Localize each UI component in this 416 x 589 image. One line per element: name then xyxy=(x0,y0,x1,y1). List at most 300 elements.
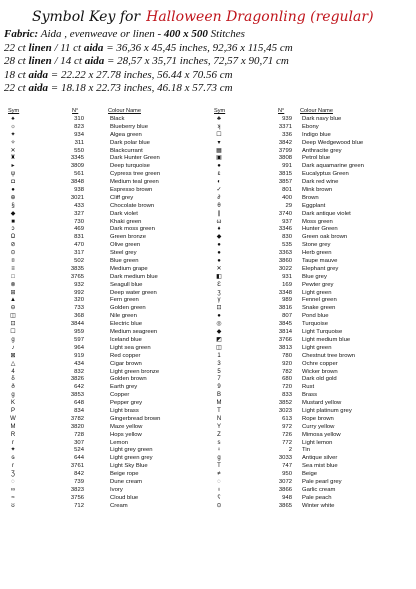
dmc-number: 3835 xyxy=(70,265,84,272)
colour-name: Chestnut tree brown xyxy=(302,352,356,359)
dmc-number: 834 xyxy=(74,407,84,414)
symbol-icon: g xyxy=(11,392,15,399)
colour-name: Deep Wedgewood blue xyxy=(302,139,364,146)
symbol-icon: ● xyxy=(11,187,15,194)
colour-name: Mimosa yellow xyxy=(302,431,341,438)
header-sym: Sym xyxy=(214,108,226,114)
colour-name: Blue grey xyxy=(302,273,327,280)
symbol-icon: ♜ xyxy=(10,155,16,162)
fabric-text: Aida , evenweave or linen - xyxy=(38,28,164,40)
dmc-number: 3845 xyxy=(278,321,292,328)
colour-name: Dark old gold xyxy=(302,376,337,383)
symbol-icon: ⊕ xyxy=(10,194,16,201)
dmc-number: 3348 xyxy=(278,289,292,296)
colour-name: Earth grey xyxy=(110,384,138,391)
dmc-number: 3033 xyxy=(278,455,292,462)
colour-name: Copper xyxy=(110,392,130,399)
dmc-number: 932 xyxy=(74,281,84,288)
dmc-number: 680 xyxy=(282,376,292,383)
symbol-icon: ʕ xyxy=(217,494,221,501)
symbol-icon: ✦ xyxy=(10,447,16,454)
symbol-icon: ♀ xyxy=(216,447,222,454)
symbol-icon: ⊙ xyxy=(216,502,222,509)
dmc-number: 3799 xyxy=(278,147,292,154)
symbol-icon: ∞ xyxy=(10,486,16,493)
colour-name: Algea green xyxy=(110,131,142,138)
symbol-icon: ♦ xyxy=(217,226,221,233)
symbol-icon: □ xyxy=(11,273,15,280)
dmc-number: 3756 xyxy=(70,494,84,501)
colour-name: Hunter Green xyxy=(302,226,338,233)
colour-name: Steel grey xyxy=(110,250,137,257)
dmc-number: 831 xyxy=(74,234,84,241)
dmc-number: 937 xyxy=(282,218,292,225)
symbol-icon: 1 xyxy=(217,352,221,359)
dmc-number: 780 xyxy=(282,352,292,359)
dmc-number: 823 xyxy=(74,123,84,130)
colour-name: Tin xyxy=(302,447,310,454)
symbol-icon: ▾ xyxy=(217,139,221,146)
dmc-number: 3765 xyxy=(70,273,84,280)
symbol-icon: ʞ xyxy=(217,123,221,130)
dmc-number: 317 xyxy=(74,250,84,257)
dmc-number: 613 xyxy=(282,415,292,422)
symbol-icon: P xyxy=(10,407,15,414)
symbol-icon: ● xyxy=(217,258,221,265)
symbol-icon: ☐ xyxy=(10,329,16,336)
dmc-number: 311 xyxy=(74,139,84,146)
dmc-number: 3345 xyxy=(70,155,84,162)
symbol-icon: ◆ xyxy=(216,329,222,336)
colour-name: Indigo blue xyxy=(302,131,331,138)
symbol-icon: ♁ xyxy=(216,486,222,493)
symbol-icon: ð xyxy=(11,384,15,391)
fabric-size: 400 x 500 xyxy=(163,28,208,40)
dmc-number: 919 xyxy=(74,352,84,359)
symbol-icon: 7 xyxy=(217,376,221,383)
colour-name: Light Sky Blue xyxy=(110,463,148,470)
symbol-icon: ■ xyxy=(11,218,15,225)
symbol-icon: 4 xyxy=(11,368,15,375)
colour-name: Mink brown xyxy=(302,187,333,194)
dmc-number: 964 xyxy=(74,344,84,351)
dmc-number: 807 xyxy=(282,313,292,320)
symbol-icon: ♠ xyxy=(11,116,15,122)
colour-name: Light platinum grey xyxy=(302,407,352,414)
dmc-number: 801 xyxy=(282,187,292,194)
colour-name: Golden brown xyxy=(110,376,147,383)
symbol-icon: 9 xyxy=(217,384,221,391)
symbol-icon: ☐ xyxy=(216,131,222,138)
dmc-number: 535 xyxy=(282,242,292,249)
colour-name: Eggplant xyxy=(302,202,326,209)
symbol-icon: M xyxy=(10,423,16,430)
pattern-name: Halloween Dragonling (regular) xyxy=(146,9,374,25)
colour-name: Cigar brown xyxy=(110,360,142,367)
colour-name: Sea mist blue xyxy=(302,463,338,470)
dmc-number: 3852 xyxy=(278,400,292,407)
symbol-icon: ◘ xyxy=(11,179,15,186)
colour-name: Dark moss green xyxy=(110,226,155,233)
dmc-number: 950 xyxy=(282,471,292,478)
symbol-icon: Ω xyxy=(10,234,16,241)
page-title xyxy=(32,6,412,28)
colour-name: Light green bronze xyxy=(110,368,160,375)
symbol-icon: θ xyxy=(217,202,221,209)
symbol-icon: ¤ xyxy=(11,258,15,265)
colour-name: Cliff grey xyxy=(110,194,134,201)
symbol-icon: ● xyxy=(217,250,221,257)
colour-name: Turquoise xyxy=(302,321,328,328)
symbol-icon: N xyxy=(216,415,222,422)
dmc-number: 830 xyxy=(282,234,292,241)
colour-name: Golden green xyxy=(110,305,146,312)
dmc-number: 3844 xyxy=(70,321,84,328)
colour-name: Wicker brown xyxy=(302,368,338,375)
dmc-number: 524 xyxy=(74,447,84,454)
dmc-number: 989 xyxy=(282,297,292,304)
colour-name: Taupe mauve xyxy=(302,258,338,265)
dmc-number: 320 xyxy=(74,297,84,304)
dmc-number: 648 xyxy=(74,400,84,407)
symbol-icon: ◆ xyxy=(10,210,16,217)
dmc-number: 3815 xyxy=(278,171,292,178)
dmc-number: 327 xyxy=(74,210,84,217)
dmc-number: 3853 xyxy=(70,392,84,399)
dmc-number: 3809 xyxy=(70,163,84,170)
dmc-number: 3808 xyxy=(278,155,292,162)
header-sym: Sym xyxy=(8,108,20,114)
colour-name: Chocolate brown xyxy=(110,202,155,209)
colour-name: Ochre copper xyxy=(302,360,338,367)
symbol-icon: ♪ xyxy=(11,344,15,351)
colour-name: Light green grey xyxy=(110,455,153,462)
dmc-number: 597 xyxy=(74,336,84,343)
dmc-number: 939 xyxy=(282,116,292,122)
colour-name: Black xyxy=(110,116,125,122)
dmc-number: 310 xyxy=(74,116,84,122)
colour-name: Elephant grey xyxy=(302,265,339,272)
colour-name: Maze yellow xyxy=(110,423,143,430)
colour-name: Fern green xyxy=(110,297,139,304)
size-line: 28 ct linen / 14 ct aida = 28,57 x 35,71 inches, 72,57 x 90,71 cm xyxy=(4,55,289,67)
colour-name: Mustard yellow xyxy=(302,400,342,407)
dmc-number: 307 xyxy=(74,439,84,446)
colour-name: Khaki green xyxy=(110,218,142,225)
symbol-icon: ● xyxy=(217,163,221,170)
dmc-number: 470 xyxy=(74,242,84,249)
colour-name: Cloud blue xyxy=(110,494,139,501)
colour-name: Olive green xyxy=(110,242,141,249)
dmc-number: 3371 xyxy=(278,123,292,130)
symbol-icon: ɡ xyxy=(11,336,15,343)
dmc-number: 2 xyxy=(288,447,292,454)
colour-name: Light lemon xyxy=(302,439,333,446)
symbol-icon: ⊠ xyxy=(10,352,16,359)
dmc-number: 3848 xyxy=(70,179,84,186)
symbol-icon: ◧ xyxy=(216,273,222,280)
colour-name: Ebony xyxy=(302,123,319,130)
symbol-icon: Ʒ xyxy=(11,471,15,478)
symbol-icon: ⊡ xyxy=(216,305,222,312)
symbol-icon: ▣ xyxy=(216,155,222,162)
symbol-icon: ● xyxy=(217,313,221,320)
dmc-number: 3820 xyxy=(70,423,84,430)
dmc-number: 3842 xyxy=(278,139,292,146)
symbol-icon: r xyxy=(12,463,14,470)
header-name: Colour Name xyxy=(108,108,141,114)
colour-name: Brass xyxy=(302,392,318,399)
symbol-icon: s xyxy=(217,439,221,446)
dmc-number: 739 xyxy=(74,478,84,485)
symbol-icon: ✦ xyxy=(10,131,16,138)
colour-name: Eucalyptus Green xyxy=(302,171,349,178)
symbol-icon: ◫ xyxy=(216,344,222,351)
colour-name: Beige xyxy=(302,471,318,478)
colour-name: Blue green xyxy=(110,258,139,265)
symbol-icon: ☼ xyxy=(10,123,16,130)
colour-name: Electric blue xyxy=(110,321,143,328)
symbol-icon: ω xyxy=(216,218,222,225)
colour-name: Dark violet xyxy=(110,210,138,217)
colour-name: Dark antique violet xyxy=(302,210,351,217)
dmc-number: 832 xyxy=(74,368,84,375)
symbol-icon: δ xyxy=(11,376,15,383)
symbol-icon: γ xyxy=(217,297,221,304)
dmc-number: 469 xyxy=(74,226,84,233)
symbol-icon: ɢ xyxy=(11,455,15,462)
symbol-icon: ≡ xyxy=(11,265,15,272)
colour-name: Petrol blue xyxy=(302,155,331,162)
dmc-number: 3022 xyxy=(278,265,292,272)
colour-name: Snake green xyxy=(302,305,336,312)
fabric-label: Fabric: xyxy=(4,28,39,40)
colour-name: Lemon xyxy=(110,439,129,446)
symbol-icon: R xyxy=(10,431,16,438)
dmc-number: 642 xyxy=(74,384,84,391)
symbol-icon: ɔ xyxy=(11,226,15,233)
dmc-number: 434 xyxy=(74,360,84,367)
colour-name: Medium seagreen xyxy=(110,329,158,336)
dmc-number: 3860 xyxy=(278,258,292,265)
symbol-icon: ⊘ xyxy=(10,242,16,249)
header-num: N° xyxy=(72,108,79,114)
colour-name: Herb green xyxy=(302,250,332,257)
title-prefix: Symbol Key for xyxy=(32,9,141,25)
dmc-number: 934 xyxy=(74,131,84,138)
colour-name: Winter white xyxy=(302,502,335,509)
dmc-number: 3816 xyxy=(278,305,292,312)
colour-name: Green oak brown xyxy=(302,234,348,241)
symbol-icon: ◎ xyxy=(216,321,222,328)
colour-name: Red copper xyxy=(110,352,141,359)
dmc-number: 3814 xyxy=(278,329,292,336)
symbol-icon: ◆ xyxy=(216,234,222,241)
colour-name: Deep water green xyxy=(110,289,157,296)
symbol-icon: K xyxy=(10,400,15,407)
colour-name: Medium grape xyxy=(110,265,148,272)
symbol-icon: M xyxy=(216,400,222,407)
colour-name: Pepper grey xyxy=(110,400,143,407)
colour-name: Green bronze xyxy=(110,234,147,241)
size-line: 22 ct aida = 18.18 x 22.73 inches, 46.18 x 57.73 cm xyxy=(4,82,233,94)
colour-name: Nile green xyxy=(110,313,137,320)
symbol-icon: ⊖ xyxy=(10,305,16,312)
colour-name: Fennel green xyxy=(302,297,337,304)
dmc-number: 733 xyxy=(74,305,84,312)
colour-name: Pale pearl grey xyxy=(302,478,342,485)
dmc-number: 833 xyxy=(282,392,292,399)
symbol-icon: ◌ xyxy=(217,478,221,485)
symbol-icon: ♣ xyxy=(217,116,221,122)
fabric-line xyxy=(4,28,412,42)
colour-name: Rust xyxy=(302,384,315,391)
dmc-number: 644 xyxy=(74,455,84,462)
symbol-icon: T xyxy=(217,407,221,414)
dmc-number: 3782 xyxy=(70,415,84,422)
header-num: N° xyxy=(278,108,285,114)
colour-name: Iceland blue xyxy=(110,336,142,343)
dmc-number: 3761 xyxy=(70,463,84,470)
symbol-icon: ▦ xyxy=(216,147,222,154)
fabric-suffix: Stitches xyxy=(207,28,245,40)
symbol-icon: ∥ xyxy=(217,210,221,217)
colour-name: Cream xyxy=(110,502,128,509)
colour-name: Dark polar blue xyxy=(110,139,150,146)
colour-name: Garlic cream xyxy=(302,486,336,493)
dmc-number: 3766 xyxy=(278,336,292,343)
symbol-icon: ● xyxy=(217,242,221,249)
symbol-icon: ✕ xyxy=(10,147,16,154)
dmc-number: 3826 xyxy=(70,376,84,383)
fabric-info xyxy=(4,28,412,96)
symbol-icon: T xyxy=(217,463,221,470)
symbol-icon: △ xyxy=(10,360,16,367)
dmc-number: 336 xyxy=(282,131,292,138)
colour-name: Blueberry blue xyxy=(110,123,148,130)
symbol-icon: ψ xyxy=(10,171,16,178)
colour-name: Stone grey xyxy=(302,242,331,249)
dmc-number: 3072 xyxy=(278,478,292,485)
colour-name: Dark navy blue xyxy=(302,116,342,122)
dmc-number: 433 xyxy=(74,202,84,209)
dmc-number: 3346 xyxy=(278,226,292,233)
dmc-number: 3740 xyxy=(278,210,292,217)
dmc-number: 3823 xyxy=(70,486,84,493)
colour-name: Light sea green xyxy=(110,344,151,351)
colour-name: Rope brown xyxy=(302,415,334,422)
dmc-number: 502 xyxy=(74,258,84,265)
dmc-number: 726 xyxy=(282,431,292,438)
symbol-icon: ⊞ xyxy=(10,289,16,296)
dmc-number: 3363 xyxy=(278,250,292,257)
colour-name: Blackcurrant xyxy=(110,147,143,154)
symbol-icon: Z xyxy=(217,431,221,438)
colour-name: Pond blue xyxy=(302,313,329,320)
colour-name: Espresso brown xyxy=(110,187,153,194)
dmc-number: 931 xyxy=(282,273,292,280)
colour-name: Light medium blue xyxy=(302,336,351,343)
symbol-icon: ✓ xyxy=(216,187,222,194)
size-line: 18 ct aida = 22.22 x 27.78 inches, 56.44 x 70.56 cm xyxy=(4,68,233,81)
colour-name: Curry yellow xyxy=(302,423,335,430)
dmc-number: 169 xyxy=(282,281,292,288)
dmc-number: 400 xyxy=(282,194,292,201)
symbol-icon: Ɛ xyxy=(217,281,221,288)
colour-name: Antique silver xyxy=(302,455,338,462)
symbol-icon: ◌ xyxy=(11,478,15,485)
colour-name: Light brass xyxy=(110,407,139,414)
symbol-icon: ◩ xyxy=(216,336,222,343)
header-name: Colour Name xyxy=(300,108,333,114)
dmc-number: 938 xyxy=(74,187,84,194)
symbol-icon: ʒ xyxy=(217,289,221,296)
symbol-icon: ⊡ xyxy=(10,321,16,328)
symbol-icon: Y xyxy=(216,423,221,430)
dmc-number: 842 xyxy=(74,471,84,478)
dmc-number: 3813 xyxy=(278,344,292,351)
colour-name: Hops yellow xyxy=(110,431,142,438)
symbol-icon: ▲ xyxy=(10,297,16,304)
dmc-number: 29 xyxy=(285,202,292,209)
dmc-number: 782 xyxy=(282,368,292,375)
symbol-icon: ◫ xyxy=(10,313,16,320)
colour-name: Seagull blue xyxy=(110,281,143,288)
colour-name: Dark Hunter Green xyxy=(110,155,160,162)
symbol-icon: ▸ xyxy=(11,163,15,170)
colour-name: Cypress tree green xyxy=(110,171,161,178)
dmc-number: 561 xyxy=(74,171,84,178)
colour-name: Moss green xyxy=(302,218,333,225)
colour-name: Light green xyxy=(302,344,332,351)
colour-name: Light grey green xyxy=(110,447,153,454)
size-line: 22 ct linen / 11 ct aida = 36,36 x 45,45 inches, 92,36 x 115,45 cm xyxy=(4,41,293,54)
dmc-number: 3865 xyxy=(278,502,292,509)
colour-name: Light Turquoise xyxy=(302,329,343,336)
symbol-icon: 5 xyxy=(217,368,221,375)
dmc-number: 747 xyxy=(282,463,292,470)
symbol-icon: B xyxy=(216,392,221,399)
colour-name: Dark aquamarine green xyxy=(302,163,364,170)
dmc-number: 712 xyxy=(74,502,84,509)
colour-name: Light green xyxy=(302,289,332,296)
dmc-number: 3866 xyxy=(278,486,292,493)
symbol-icon: ≠ xyxy=(217,471,221,478)
dmc-number: 550 xyxy=(74,147,84,154)
dmc-number: 728 xyxy=(74,431,84,438)
symbol-icon: ✕ xyxy=(216,265,222,272)
dmc-number: 948 xyxy=(282,494,292,501)
symbol-icon: § xyxy=(11,202,15,209)
colour-name: Pewter grey xyxy=(302,281,334,288)
symbol-icon: ʊ xyxy=(11,502,15,509)
symbol-icon: ≈ xyxy=(11,494,15,501)
colour-name: Medium teal green xyxy=(110,179,159,186)
dmc-number: 972 xyxy=(282,423,292,430)
symbol-icon: ⊗ xyxy=(10,281,16,288)
symbol-icon: ⊙ xyxy=(10,250,16,257)
colour-name: Ivory xyxy=(110,486,123,493)
symbol-icon: ∂ xyxy=(217,194,221,201)
symbol-icon: ✧ xyxy=(10,139,16,146)
dmc-number: 720 xyxy=(282,384,292,391)
colour-name: Brown xyxy=(302,194,319,201)
dmc-number: 959 xyxy=(74,329,84,336)
dmc-number: 992 xyxy=(74,289,84,296)
colour-name: Dark medium blue xyxy=(110,273,158,280)
colour-name: Pale peach xyxy=(302,494,332,501)
symbol-icon: ◐ xyxy=(217,179,221,186)
